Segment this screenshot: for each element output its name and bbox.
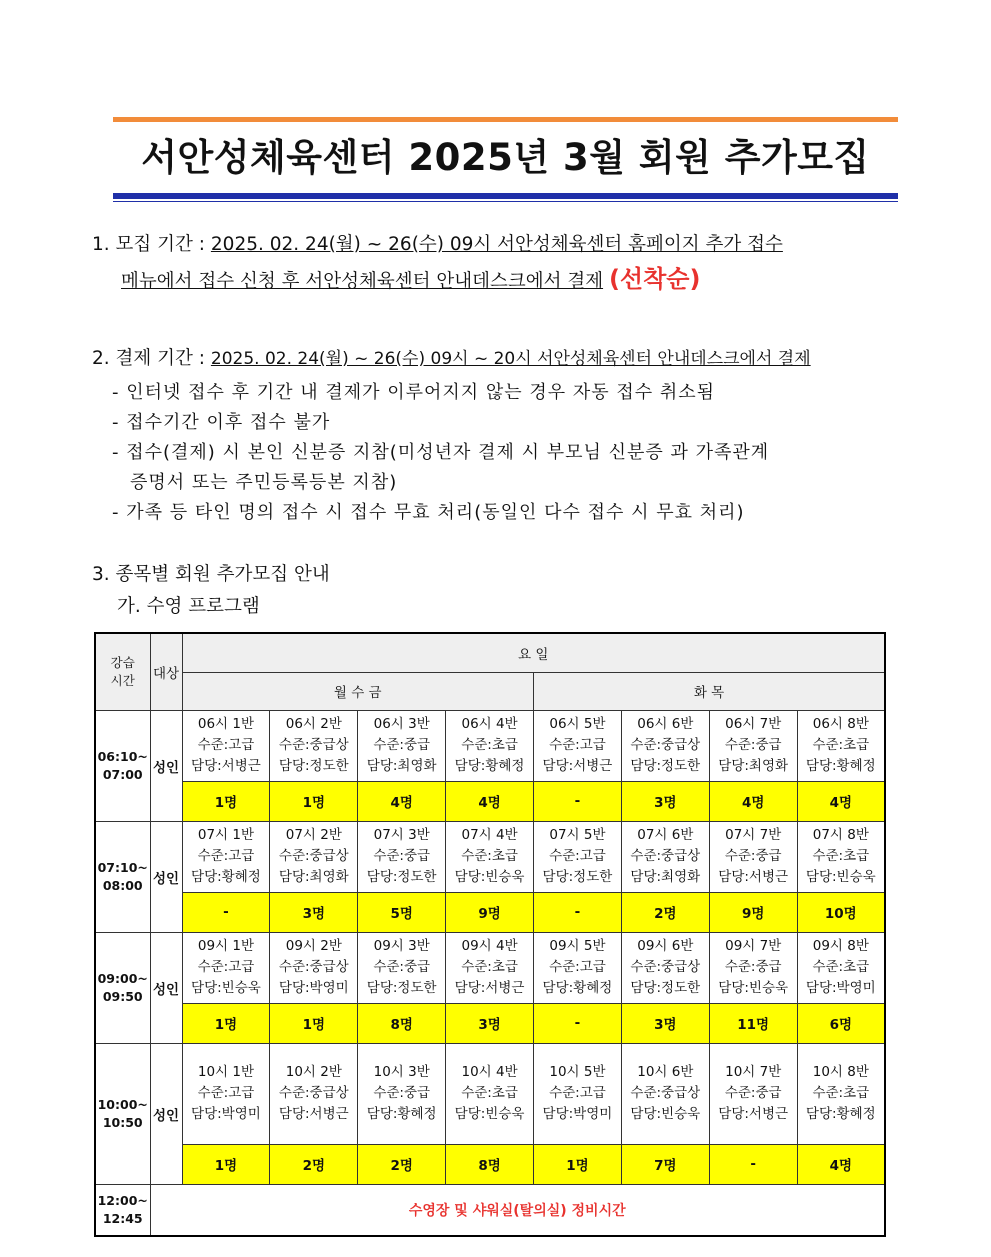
class-teacher: 담당:박영미 xyxy=(191,1106,261,1122)
section2-text: 2025. 02. 24(월) ~ 26(수) 09시 ~ 20시 서안성체육센터 안내데스크에서 결제 xyxy=(210,349,811,369)
class-name: 10시 5반 xyxy=(549,1064,606,1080)
vacancy-count: - xyxy=(709,1144,797,1184)
class-teacher: 담당:최영화 xyxy=(366,758,437,774)
class-cell xyxy=(534,1043,622,1144)
class-level: 수준:중급 xyxy=(724,1085,782,1101)
class-cell xyxy=(358,710,446,781)
slot-target: 성인 xyxy=(150,821,182,932)
class-cell xyxy=(621,710,709,781)
slot-time: 10:00~ 10:50 xyxy=(95,1043,150,1184)
class-cell xyxy=(446,710,534,781)
class-teacher: 담당:박영미 xyxy=(542,1106,613,1122)
section2-bullet: - 접수기간 이후 접수 불가 xyxy=(112,412,331,433)
class-level: 수준:중급상 xyxy=(630,848,701,864)
class-teacher: 담당:빈승욱 xyxy=(805,869,876,885)
section1-text-line1: 2025. 02. 24(월) ~ 26(수) 09시 서안성체육센터 홈페이지 추가 접수 xyxy=(210,234,783,255)
class-level: 수준:초급 xyxy=(461,737,518,753)
class-cell xyxy=(621,821,709,892)
maintenance-row xyxy=(95,1184,885,1236)
class-name: 09시 3반 xyxy=(373,938,430,954)
vacancy-count: 1명 xyxy=(182,1144,270,1184)
vacancy-count: 1명 xyxy=(182,781,270,821)
class-teacher: 담당:황혜정 xyxy=(191,869,261,885)
vacancy-count: 2명 xyxy=(358,1144,446,1184)
class-teacher: 담당:서병근 xyxy=(278,1106,349,1122)
class-name: 10시 8반 xyxy=(812,1064,869,1080)
vacancy-count: 9명 xyxy=(446,892,534,932)
class-teacher: 담당:빈승욱 xyxy=(191,980,261,996)
class-cell xyxy=(182,1043,270,1144)
class-name: 07시 5반 xyxy=(549,827,606,843)
vacancy-count: 9명 xyxy=(709,892,797,932)
class-teacher: 담당:서병근 xyxy=(542,758,613,774)
slot-time: 07:10~ 08:00 xyxy=(95,821,150,932)
class-cell xyxy=(358,821,446,892)
class-level: 수준:중급상 xyxy=(278,737,349,753)
vacancy-count: 10명 xyxy=(797,892,885,932)
class-level: 수준:고급 xyxy=(197,848,255,864)
class-level: 수준:중급 xyxy=(373,1085,431,1101)
class-cell xyxy=(182,821,270,892)
class-level: 수준:중급 xyxy=(373,737,431,753)
class-name: 09시 4반 xyxy=(461,938,518,954)
class-teacher: 담당:황혜정 xyxy=(805,1106,876,1122)
class-teacher: 담당:빈승욱 xyxy=(718,980,789,996)
vacancy-count: 6명 xyxy=(797,1003,885,1043)
class-name: 06시 5반 xyxy=(549,716,606,732)
slot-time: 06:10~ 07:00 xyxy=(95,710,150,821)
class-name: 07시 4반 xyxy=(461,827,518,843)
class-teacher: 담당:황혜정 xyxy=(454,758,525,774)
class-cell xyxy=(446,1043,534,1144)
class-teacher: 담당:서병근 xyxy=(191,758,261,774)
vacancy-row xyxy=(95,781,885,821)
class-cell xyxy=(534,821,622,892)
class-name: 10시 2반 xyxy=(285,1064,342,1080)
title-blue-thin-rule xyxy=(113,201,898,202)
vacancy-count: 3명 xyxy=(446,1003,534,1043)
class-level: 수준:초급 xyxy=(461,848,518,864)
class-cell xyxy=(358,1043,446,1144)
vacancy-count: 4명 xyxy=(797,781,885,821)
class-teacher: 담당:정도한 xyxy=(630,758,701,774)
class-name: 09시 2반 xyxy=(285,938,342,954)
schedule-body xyxy=(95,633,885,1236)
class-info-row xyxy=(95,821,885,892)
class-level: 수준:고급 xyxy=(549,848,606,864)
class-name: 06시 1반 xyxy=(197,716,254,732)
class-cell xyxy=(709,932,797,1003)
class-level: 수준:중급상 xyxy=(630,959,701,975)
vacancy-count: 3명 xyxy=(270,892,358,932)
vacancy-count: 7명 xyxy=(621,1144,709,1184)
section2-bullet: - 접수(결제) 시 본인 신분증 지참(미성년자 결제 시 부모님 신분증 과 가족관계 xyxy=(112,442,770,463)
class-cell xyxy=(797,710,885,781)
class-teacher: 담당:빈승욱 xyxy=(630,1106,701,1122)
header-row-days xyxy=(95,633,885,672)
section1-text-line2: 메뉴에서 접수 신청 후 서안성체육센터 안내데스크에서 결제 xyxy=(121,271,604,292)
header-group-tt: 화 목 xyxy=(534,672,886,710)
class-name: 07시 6반 xyxy=(637,827,694,843)
class-name: 06시 6반 xyxy=(637,716,694,732)
class-level: 수준:초급 xyxy=(812,737,870,753)
class-teacher: 담당:최영화 xyxy=(278,869,349,885)
class-info-row xyxy=(95,710,885,781)
class-name: 06시 4반 xyxy=(461,716,518,732)
class-cell xyxy=(797,1043,885,1144)
class-cell xyxy=(534,932,622,1003)
vacancy-count: 4명 xyxy=(797,1144,885,1184)
vacancy-count: 11명 xyxy=(709,1003,797,1043)
class-name: 07시 8반 xyxy=(812,827,869,843)
class-level: 수준:고급 xyxy=(549,737,606,753)
class-teacher: 담당:황혜정 xyxy=(542,980,613,996)
class-teacher: 담당:황혜정 xyxy=(366,1106,437,1122)
class-level: 수준:중급 xyxy=(724,737,782,753)
class-name: 10시 3반 xyxy=(373,1064,430,1080)
class-level: 수준:초급 xyxy=(461,1085,518,1101)
section2-label: 2. 결제 기간 : xyxy=(92,348,206,369)
vacancy-count: 4명 xyxy=(709,781,797,821)
class-level: 수준:고급 xyxy=(197,959,255,975)
vacancy-count: 2명 xyxy=(270,1144,358,1184)
class-cell xyxy=(709,710,797,781)
maintenance-notice: 수영장 및 샤워실(탈의실) 정비시간 xyxy=(150,1184,885,1236)
vacancy-count: - xyxy=(534,781,622,821)
section1-line1 xyxy=(92,230,783,260)
class-name: 10시 7반 xyxy=(725,1064,782,1080)
class-teacher: 담당:박영미 xyxy=(278,980,349,996)
class-name: 06시 7반 xyxy=(725,716,782,732)
class-name: 10시 1반 xyxy=(197,1064,254,1080)
top-orange-rule xyxy=(113,117,898,122)
class-name: 07시 7반 xyxy=(725,827,782,843)
vacancy-count: 3명 xyxy=(621,1003,709,1043)
class-cell xyxy=(270,710,358,781)
class-teacher: 담당:최영화 xyxy=(718,758,789,774)
class-name: 09시 6반 xyxy=(637,938,694,954)
class-level: 수준:초급 xyxy=(812,848,870,864)
section2-line xyxy=(92,344,811,374)
class-cell xyxy=(182,710,270,781)
vacancy-count: 4명 xyxy=(446,781,534,821)
header-time: 강습 시간 xyxy=(95,633,150,710)
vacancy-count: 4명 xyxy=(358,781,446,821)
class-level: 수준:초급 xyxy=(812,959,870,975)
class-name: 09시 7반 xyxy=(725,938,782,954)
class-info-row xyxy=(95,1043,885,1144)
vacancy-count: - xyxy=(182,892,270,932)
class-teacher: 담당:정도한 xyxy=(366,869,437,885)
vacancy-count: 8명 xyxy=(446,1144,534,1184)
class-teacher: 담당:정도한 xyxy=(630,980,701,996)
class-cell xyxy=(270,821,358,892)
vacancy-row xyxy=(95,1003,885,1043)
class-cell xyxy=(270,932,358,1003)
class-cell xyxy=(709,821,797,892)
class-teacher: 담당:정도한 xyxy=(542,869,613,885)
vacancy-count: 1명 xyxy=(534,1144,622,1184)
class-level: 수준:초급 xyxy=(812,1085,870,1101)
class-name: 06시 2반 xyxy=(285,716,342,732)
vacancy-row xyxy=(95,1144,885,1184)
class-teacher: 담당:박영미 xyxy=(805,980,876,996)
maintenance-time: 12:00~ 12:45 xyxy=(95,1184,150,1236)
class-teacher: 담당:정도한 xyxy=(278,758,349,774)
title-blue-rule xyxy=(113,193,898,199)
class-cell xyxy=(182,932,270,1003)
class-name: 09시 1반 xyxy=(197,938,254,954)
class-teacher: 담당:최영화 xyxy=(630,869,701,885)
class-name: 10시 4반 xyxy=(461,1064,518,1080)
class-level: 수준:중급 xyxy=(724,959,782,975)
class-level: 수준:중급상 xyxy=(278,959,349,975)
class-name: 07시 2반 xyxy=(285,827,342,843)
vacancy-count: 2명 xyxy=(621,892,709,932)
swim-schedule-table xyxy=(94,632,886,1237)
section2-bullet-cont: 증명서 또는 주민등록등본 지참) xyxy=(130,472,398,493)
class-name: 06시 3반 xyxy=(373,716,430,732)
class-name: 07시 3반 xyxy=(373,827,430,843)
class-teacher: 담당:황혜정 xyxy=(805,758,876,774)
section3-subheading: 가. 수영 프로그램 xyxy=(117,596,260,617)
class-cell xyxy=(534,710,622,781)
slot-target: 성인 xyxy=(150,932,182,1043)
vacancy-count: 5명 xyxy=(358,892,446,932)
vacancy-count: 3명 xyxy=(621,781,709,821)
class-name: 09시 5반 xyxy=(549,938,606,954)
class-cell xyxy=(621,1043,709,1144)
class-level: 수준:중급상 xyxy=(278,848,349,864)
class-cell xyxy=(797,932,885,1003)
slot-target: 성인 xyxy=(150,1043,182,1184)
vacancy-count: 1명 xyxy=(182,1003,270,1043)
class-cell xyxy=(446,821,534,892)
class-cell xyxy=(270,1043,358,1144)
class-teacher: 담당:빈승욱 xyxy=(454,869,525,885)
class-level: 수준:중급 xyxy=(373,848,431,864)
class-cell xyxy=(358,932,446,1003)
class-name: 06시 8반 xyxy=(812,716,869,732)
section1-label: 1. 모집 기간 : xyxy=(92,234,206,255)
class-cell xyxy=(709,1043,797,1144)
header-target: 대상 xyxy=(150,633,182,710)
vacancy-count: - xyxy=(534,1003,622,1043)
class-name: 09시 8반 xyxy=(812,938,869,954)
header-days: 요 일 xyxy=(182,633,885,672)
class-level: 수준:중급상 xyxy=(630,737,701,753)
class-level: 수준:고급 xyxy=(197,1085,255,1101)
class-info-row xyxy=(95,932,885,1003)
class-level: 수준:중급상 xyxy=(630,1085,701,1101)
header-group-mwf: 월 수 금 xyxy=(182,672,534,710)
class-level: 수준:중급상 xyxy=(278,1085,349,1101)
vacancy-count: 1명 xyxy=(270,781,358,821)
vacancy-row xyxy=(95,892,885,932)
vacancy-count: 8명 xyxy=(358,1003,446,1043)
section3-heading: 3. 종목별 회원 추가모집 안내 xyxy=(92,564,330,585)
class-teacher: 담당:빈승욱 xyxy=(454,1106,525,1122)
class-level: 수준:초급 xyxy=(461,959,518,975)
class-level: 수준:고급 xyxy=(197,737,255,753)
class-teacher: 담당:서병근 xyxy=(718,869,789,885)
vacancy-count: - xyxy=(534,892,622,932)
class-cell xyxy=(446,932,534,1003)
first-come-highlight: (선착순) xyxy=(608,265,701,293)
class-cell xyxy=(797,821,885,892)
slot-time: 09:00~ 09:50 xyxy=(95,932,150,1043)
class-name: 10시 6반 xyxy=(637,1064,694,1080)
class-level: 수준:고급 xyxy=(549,959,606,975)
header-row-groups xyxy=(95,672,885,710)
class-teacher: 담당:서병근 xyxy=(718,1106,789,1122)
section1-line2 xyxy=(121,264,700,297)
page-title: 서안성체육센터 2025년 3월 회원 추가모집 xyxy=(141,136,870,179)
section2-bullet: - 가족 등 타인 명의 접수 시 접수 무효 처리(동일인 다수 접수 시 무효 처리) xyxy=(112,502,745,523)
class-level: 수준:중급 xyxy=(373,959,431,975)
class-name: 07시 1반 xyxy=(197,827,254,843)
class-level: 수준:중급 xyxy=(724,848,782,864)
class-level: 수준:고급 xyxy=(549,1085,606,1101)
section2-bullet: - 인터넷 접수 후 기간 내 결제가 이루어지지 않는 경우 자동 접수 취소됨 xyxy=(112,382,716,403)
vacancy-count: 1명 xyxy=(270,1003,358,1043)
slot-target: 성인 xyxy=(150,710,182,821)
class-teacher: 담당:서병근 xyxy=(454,980,525,996)
class-cell xyxy=(621,932,709,1003)
class-teacher: 담당:정도한 xyxy=(366,980,437,996)
